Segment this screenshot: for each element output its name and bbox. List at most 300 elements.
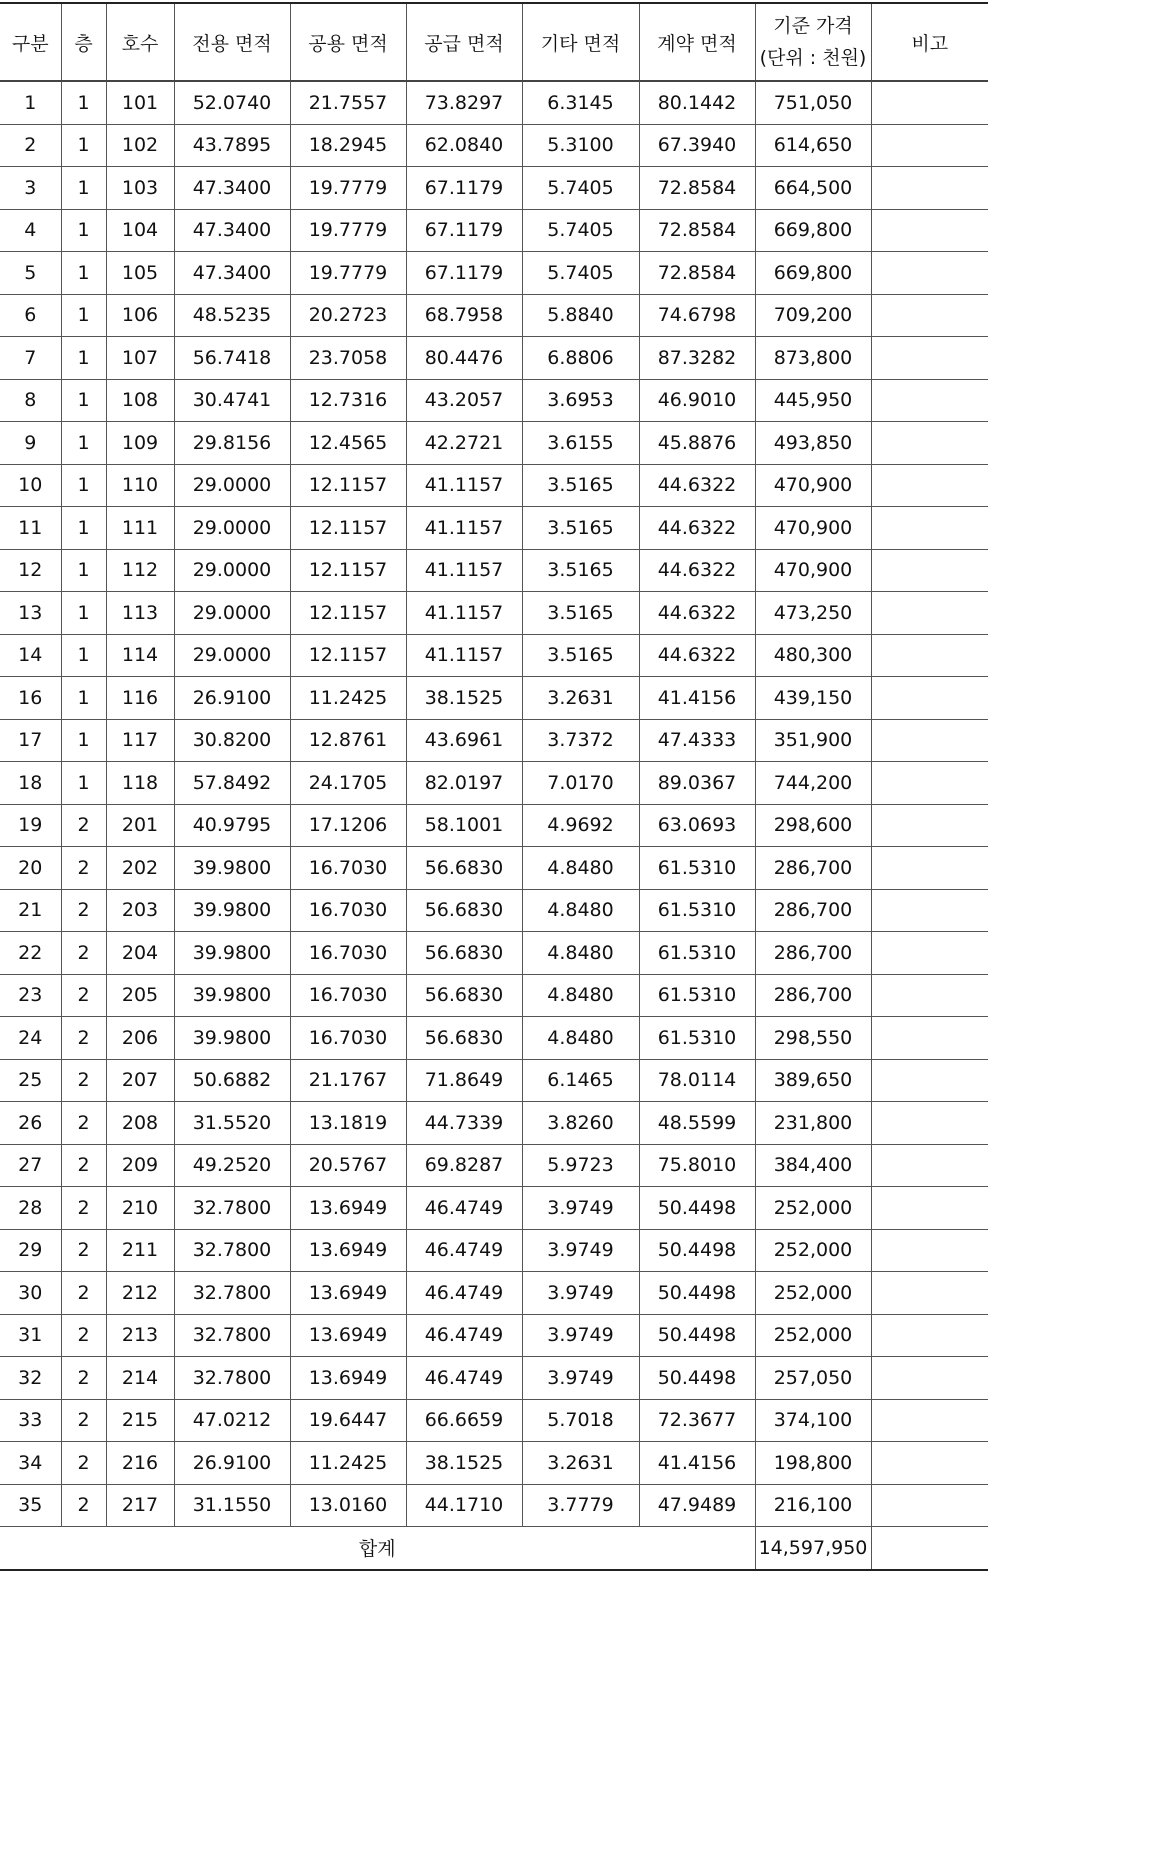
cell-category: 16	[0, 677, 61, 720]
cell-floor: 2	[61, 889, 106, 932]
cell-other-area: 3.9749	[522, 1314, 639, 1357]
cell-floor: 1	[61, 379, 106, 422]
cell-unit-number: 216	[106, 1442, 174, 1485]
cell-base-price: 384,400	[755, 1144, 871, 1187]
cell-contract-area: 75.8010	[639, 1144, 755, 1187]
table-row	[0, 464, 988, 507]
table-row	[0, 1059, 988, 1102]
table-row	[0, 1102, 988, 1145]
cell-base-price: 216,100	[755, 1484, 871, 1527]
cell-floor: 1	[61, 592, 106, 635]
cell-other-area: 3.2631	[522, 1442, 639, 1485]
cell-floor: 1	[61, 762, 106, 805]
cell-base-price: 252,000	[755, 1272, 871, 1315]
cell-remarks	[871, 932, 988, 975]
cell-floor: 2	[61, 1314, 106, 1357]
cell-common-area: 16.7030	[290, 1017, 406, 1060]
cell-other-area: 3.9749	[522, 1357, 639, 1400]
table-row	[0, 252, 988, 295]
cell-remarks	[871, 1102, 988, 1145]
cell-contract-area: 50.4498	[639, 1272, 755, 1315]
cell-exclusive-area: 30.8200	[174, 719, 290, 762]
cell-common-area: 23.7058	[290, 337, 406, 380]
cell-contract-area: 50.4498	[639, 1314, 755, 1357]
cell-floor: 2	[61, 1059, 106, 1102]
table-row	[0, 549, 988, 592]
cell-base-price: 252,000	[755, 1187, 871, 1230]
cell-contract-area: 44.6322	[639, 507, 755, 550]
cell-common-area: 13.6949	[290, 1314, 406, 1357]
cell-base-price: 664,500	[755, 167, 871, 210]
cell-category: 17	[0, 719, 61, 762]
cell-other-area: 3.2631	[522, 677, 639, 720]
cell-remarks	[871, 1017, 988, 1060]
cell-exclusive-area: 32.7800	[174, 1357, 290, 1400]
cell-common-area: 19.7779	[290, 252, 406, 295]
cell-category: 19	[0, 804, 61, 847]
total-row	[0, 1527, 988, 1570]
cell-base-price: 389,650	[755, 1059, 871, 1102]
cell-exclusive-area: 39.9800	[174, 1017, 290, 1060]
cell-supply-area: 43.2057	[406, 379, 522, 422]
cell-other-area: 5.7405	[522, 167, 639, 210]
cell-contract-area: 45.8876	[639, 422, 755, 465]
cell-floor: 2	[61, 1272, 106, 1315]
cell-other-area: 5.7405	[522, 209, 639, 252]
cell-category: 22	[0, 932, 61, 975]
cell-contract-area: 63.0693	[639, 804, 755, 847]
cell-common-area: 12.1157	[290, 634, 406, 677]
cell-category: 6	[0, 294, 61, 337]
cell-supply-area: 41.1157	[406, 549, 522, 592]
cell-floor: 2	[61, 804, 106, 847]
cell-common-area: 20.2723	[290, 294, 406, 337]
cell-category: 8	[0, 379, 61, 422]
cell-common-area: 12.1157	[290, 464, 406, 507]
cell-unit-number: 212	[106, 1272, 174, 1315]
cell-floor: 1	[61, 464, 106, 507]
cell-unit-number: 211	[106, 1229, 174, 1272]
cell-remarks	[871, 974, 988, 1017]
cell-other-area: 3.5165	[522, 592, 639, 635]
cell-base-price: 286,700	[755, 847, 871, 890]
table-row	[0, 422, 988, 465]
cell-supply-area: 46.4749	[406, 1229, 522, 1272]
cell-supply-area: 56.6830	[406, 932, 522, 975]
cell-remarks	[871, 762, 988, 805]
cell-unit-number: 103	[106, 167, 174, 210]
cell-other-area: 3.5165	[522, 507, 639, 550]
cell-remarks	[871, 1442, 988, 1485]
cell-other-area: 5.8840	[522, 294, 639, 337]
cell-category: 34	[0, 1442, 61, 1485]
cell-supply-area: 43.6961	[406, 719, 522, 762]
cell-category: 1	[0, 81, 61, 124]
cell-exclusive-area: 26.9100	[174, 1442, 290, 1485]
cell-unit-number: 109	[106, 422, 174, 465]
cell-common-area: 18.2945	[290, 124, 406, 167]
cell-remarks	[871, 294, 988, 337]
cell-floor: 2	[61, 1017, 106, 1060]
cell-supply-area: 41.1157	[406, 634, 522, 677]
cell-common-area: 13.6949	[290, 1272, 406, 1315]
cell-base-price: 298,550	[755, 1017, 871, 1060]
cell-contract-area: 87.3282	[639, 337, 755, 380]
cell-floor: 1	[61, 81, 106, 124]
cell-contract-area: 41.4156	[639, 677, 755, 720]
table-row	[0, 294, 988, 337]
cell-common-area: 12.4565	[290, 422, 406, 465]
cell-common-area: 13.0160	[290, 1484, 406, 1527]
cell-floor: 1	[61, 422, 106, 465]
cell-remarks	[871, 422, 988, 465]
cell-unit-number: 203	[106, 889, 174, 932]
cell-common-area: 11.2425	[290, 1442, 406, 1485]
header-price-unit: (단위 : 천원)	[759, 47, 867, 69]
cell-other-area: 5.7018	[522, 1399, 639, 1442]
cell-contract-area: 61.5310	[639, 889, 755, 932]
cell-unit-number: 116	[106, 677, 174, 720]
cell-floor: 2	[61, 1229, 106, 1272]
cell-contract-area: 61.5310	[639, 847, 755, 890]
cell-exclusive-area: 50.6882	[174, 1059, 290, 1102]
cell-exclusive-area: 29.0000	[174, 507, 290, 550]
cell-category: 18	[0, 762, 61, 805]
cell-remarks	[871, 889, 988, 932]
cell-category: 25	[0, 1059, 61, 1102]
table-row	[0, 1272, 988, 1315]
cell-supply-area: 38.1525	[406, 1442, 522, 1485]
cell-unit-number: 202	[106, 847, 174, 890]
cell-category: 30	[0, 1272, 61, 1315]
cell-unit-number: 209	[106, 1144, 174, 1187]
cell-base-price: 298,600	[755, 804, 871, 847]
cell-exclusive-area: 31.1550	[174, 1484, 290, 1527]
cell-exclusive-area: 39.9800	[174, 889, 290, 932]
cell-floor: 1	[61, 677, 106, 720]
cell-category: 13	[0, 592, 61, 635]
cell-unit-number: 201	[106, 804, 174, 847]
cell-base-price: 470,900	[755, 549, 871, 592]
cell-remarks	[871, 167, 988, 210]
cell-supply-area: 67.1179	[406, 209, 522, 252]
cell-supply-area: 44.1710	[406, 1484, 522, 1527]
header-supply-area: 공급 면적	[406, 3, 522, 81]
cell-unit-number: 205	[106, 974, 174, 1017]
cell-base-price: 257,050	[755, 1357, 871, 1400]
cell-exclusive-area: 32.7800	[174, 1187, 290, 1230]
header-floor: 층	[61, 3, 106, 81]
table-row	[0, 209, 988, 252]
table-row	[0, 889, 988, 932]
cell-unit-number: 114	[106, 634, 174, 677]
table-row	[0, 124, 988, 167]
cell-other-area: 3.5165	[522, 464, 639, 507]
cell-exclusive-area: 56.7418	[174, 337, 290, 380]
cell-other-area: 4.8480	[522, 889, 639, 932]
header-unit-number: 호수	[106, 3, 174, 81]
cell-remarks	[871, 337, 988, 380]
cell-floor: 1	[61, 209, 106, 252]
cell-floor: 2	[61, 1442, 106, 1485]
cell-category: 24	[0, 1017, 61, 1060]
cell-other-area: 5.3100	[522, 124, 639, 167]
table-row	[0, 379, 988, 422]
cell-base-price: 286,700	[755, 974, 871, 1017]
cell-exclusive-area: 39.9800	[174, 974, 290, 1017]
cell-floor: 2	[61, 1187, 106, 1230]
cell-supply-area: 41.1157	[406, 507, 522, 550]
cell-other-area: 3.6953	[522, 379, 639, 422]
total-price: 14,597,950	[755, 1527, 871, 1570]
cell-base-price: 198,800	[755, 1442, 871, 1485]
cell-common-area: 13.6949	[290, 1229, 406, 1272]
cell-supply-area: 46.4749	[406, 1357, 522, 1400]
cell-common-area: 21.7557	[290, 81, 406, 124]
cell-remarks	[871, 81, 988, 124]
cell-common-area: 19.6447	[290, 1399, 406, 1442]
cell-contract-area: 72.8584	[639, 167, 755, 210]
cell-category: 9	[0, 422, 61, 465]
cell-common-area: 12.8761	[290, 719, 406, 762]
cell-base-price: 614,650	[755, 124, 871, 167]
cell-floor: 1	[61, 719, 106, 762]
cell-base-price: 751,050	[755, 81, 871, 124]
cell-common-area: 16.7030	[290, 847, 406, 890]
cell-unit-number: 110	[106, 464, 174, 507]
cell-remarks	[871, 1229, 988, 1272]
cell-common-area: 16.7030	[290, 932, 406, 975]
cell-supply-area: 38.1525	[406, 677, 522, 720]
cell-other-area: 4.8480	[522, 847, 639, 890]
cell-other-area: 6.1465	[522, 1059, 639, 1102]
cell-category: 2	[0, 124, 61, 167]
cell-supply-area: 46.4749	[406, 1314, 522, 1357]
table-row	[0, 1399, 988, 1442]
cell-unit-number: 206	[106, 1017, 174, 1060]
header-exclusive-area: 전용 면적	[174, 3, 290, 81]
cell-category: 29	[0, 1229, 61, 1272]
cell-unit-number: 102	[106, 124, 174, 167]
cell-category: 7	[0, 337, 61, 380]
cell-floor: 1	[61, 549, 106, 592]
cell-exclusive-area: 32.7800	[174, 1272, 290, 1315]
cell-category: 33	[0, 1399, 61, 1442]
cell-exclusive-area: 32.7800	[174, 1314, 290, 1357]
header-contract-area: 계약 면적	[639, 3, 755, 81]
cell-unit-number: 117	[106, 719, 174, 762]
table-row	[0, 634, 988, 677]
cell-contract-area: 67.3940	[639, 124, 755, 167]
header-remarks: 비고	[871, 3, 988, 81]
cell-floor: 1	[61, 124, 106, 167]
cell-common-area: 19.7779	[290, 209, 406, 252]
cell-floor: 2	[61, 1484, 106, 1527]
cell-exclusive-area: 30.4741	[174, 379, 290, 422]
cell-contract-area: 47.9489	[639, 1484, 755, 1527]
cell-contract-area: 41.4156	[639, 1442, 755, 1485]
cell-base-price: 473,250	[755, 592, 871, 635]
cell-common-area: 20.5767	[290, 1144, 406, 1187]
cell-remarks	[871, 677, 988, 720]
cell-remarks	[871, 464, 988, 507]
cell-common-area: 13.6949	[290, 1357, 406, 1400]
cell-remarks	[871, 507, 988, 550]
cell-category: 12	[0, 549, 61, 592]
cell-contract-area: 89.0367	[639, 762, 755, 805]
table-row	[0, 1017, 988, 1060]
cell-base-price: 669,800	[755, 252, 871, 295]
cell-category: 21	[0, 889, 61, 932]
cell-other-area: 4.9692	[522, 804, 639, 847]
cell-exclusive-area: 47.3400	[174, 167, 290, 210]
cell-category: 14	[0, 634, 61, 677]
cell-contract-area: 61.5310	[639, 974, 755, 1017]
cell-base-price: 252,000	[755, 1229, 871, 1272]
cell-contract-area: 50.4498	[639, 1357, 755, 1400]
cell-unit-number: 208	[106, 1102, 174, 1145]
cell-base-price: 374,100	[755, 1399, 871, 1442]
table-row	[0, 1314, 988, 1357]
cell-exclusive-area: 29.0000	[174, 464, 290, 507]
cell-exclusive-area: 57.8492	[174, 762, 290, 805]
cell-contract-area: 44.6322	[639, 464, 755, 507]
cell-exclusive-area: 26.9100	[174, 677, 290, 720]
unit-price-table	[0, 2, 988, 1571]
cell-unit-number: 118	[106, 762, 174, 805]
cell-supply-area: 68.7958	[406, 294, 522, 337]
cell-remarks	[871, 1272, 988, 1315]
cell-category: 10	[0, 464, 61, 507]
cell-other-area: 4.8480	[522, 974, 639, 1017]
cell-floor: 2	[61, 1399, 106, 1442]
cell-contract-area: 78.0114	[639, 1059, 755, 1102]
cell-category: 26	[0, 1102, 61, 1145]
cell-base-price: 286,700	[755, 932, 871, 975]
cell-floor: 2	[61, 1357, 106, 1400]
cell-unit-number: 104	[106, 209, 174, 252]
table-row	[0, 592, 988, 635]
cell-category: 23	[0, 974, 61, 1017]
cell-common-area: 13.1819	[290, 1102, 406, 1145]
table-row	[0, 1144, 988, 1187]
cell-other-area: 3.6155	[522, 422, 639, 465]
cell-contract-area: 47.4333	[639, 719, 755, 762]
cell-other-area: 3.7372	[522, 719, 639, 762]
cell-supply-area: 56.6830	[406, 889, 522, 932]
cell-other-area: 3.7779	[522, 1484, 639, 1527]
cell-contract-area: 61.5310	[639, 1017, 755, 1060]
cell-supply-area: 69.8287	[406, 1144, 522, 1187]
cell-other-area: 3.9749	[522, 1229, 639, 1272]
cell-floor: 2	[61, 1144, 106, 1187]
cell-remarks	[871, 592, 988, 635]
cell-category: 27	[0, 1144, 61, 1187]
cell-exclusive-area: 29.0000	[174, 592, 290, 635]
cell-contract-area: 46.9010	[639, 379, 755, 422]
cell-supply-area: 62.0840	[406, 124, 522, 167]
cell-supply-area: 82.0197	[406, 762, 522, 805]
cell-supply-area: 71.8649	[406, 1059, 522, 1102]
header-other-area: 기타 면적	[522, 3, 639, 81]
cell-category: 20	[0, 847, 61, 890]
cell-supply-area: 67.1179	[406, 167, 522, 210]
cell-other-area: 4.8480	[522, 1017, 639, 1060]
cell-category: 4	[0, 209, 61, 252]
cell-supply-area: 42.2721	[406, 422, 522, 465]
cell-common-area: 12.7316	[290, 379, 406, 422]
table-row	[0, 1442, 988, 1485]
cell-remarks	[871, 1399, 988, 1442]
cell-supply-area: 41.1157	[406, 592, 522, 635]
cell-floor: 2	[61, 932, 106, 975]
cell-supply-area: 44.7339	[406, 1102, 522, 1145]
cell-supply-area: 41.1157	[406, 464, 522, 507]
cell-unit-number: 207	[106, 1059, 174, 1102]
cell-remarks	[871, 252, 988, 295]
cell-base-price: 252,000	[755, 1314, 871, 1357]
cell-base-price: 669,800	[755, 209, 871, 252]
cell-contract-area: 72.8584	[639, 209, 755, 252]
cell-contract-area: 44.6322	[639, 634, 755, 677]
table-row	[0, 337, 988, 380]
cell-contract-area: 44.6322	[639, 549, 755, 592]
cell-contract-area: 61.5310	[639, 932, 755, 975]
table-row	[0, 1484, 988, 1527]
cell-base-price: 351,900	[755, 719, 871, 762]
cell-supply-area: 56.6830	[406, 974, 522, 1017]
cell-category: 35	[0, 1484, 61, 1527]
cell-contract-area: 72.3677	[639, 1399, 755, 1442]
cell-floor: 1	[61, 507, 106, 550]
cell-category: 32	[0, 1357, 61, 1400]
cell-exclusive-area: 29.0000	[174, 634, 290, 677]
table-body	[0, 81, 988, 1570]
cell-exclusive-area: 32.7800	[174, 1229, 290, 1272]
cell-supply-area: 73.8297	[406, 81, 522, 124]
cell-remarks	[871, 1484, 988, 1527]
cell-unit-number: 105	[106, 252, 174, 295]
cell-unit-number: 108	[106, 379, 174, 422]
cell-base-price: 470,900	[755, 464, 871, 507]
cell-common-area: 16.7030	[290, 889, 406, 932]
cell-exclusive-area: 49.2520	[174, 1144, 290, 1187]
cell-other-area: 3.8260	[522, 1102, 639, 1145]
cell-other-area: 6.3145	[522, 81, 639, 124]
cell-floor: 1	[61, 252, 106, 295]
cell-other-area: 5.9723	[522, 1144, 639, 1187]
cell-unit-number: 204	[106, 932, 174, 975]
cell-unit-number: 214	[106, 1357, 174, 1400]
cell-exclusive-area: 39.9800	[174, 847, 290, 890]
cell-base-price: 470,900	[755, 507, 871, 550]
table-row	[0, 974, 988, 1017]
cell-other-area: 3.5165	[522, 634, 639, 677]
cell-common-area: 24.1705	[290, 762, 406, 805]
cell-base-price: 445,950	[755, 379, 871, 422]
cell-unit-number: 106	[106, 294, 174, 337]
table-row	[0, 1229, 988, 1272]
cell-floor: 1	[61, 167, 106, 210]
cell-common-area: 13.6949	[290, 1187, 406, 1230]
cell-common-area: 12.1157	[290, 592, 406, 635]
cell-common-area: 12.1157	[290, 507, 406, 550]
cell-contract-area: 72.8584	[639, 252, 755, 295]
cell-remarks	[871, 1357, 988, 1400]
cell-remarks	[871, 847, 988, 890]
cell-base-price: 493,850	[755, 422, 871, 465]
cell-exclusive-area: 31.5520	[174, 1102, 290, 1145]
